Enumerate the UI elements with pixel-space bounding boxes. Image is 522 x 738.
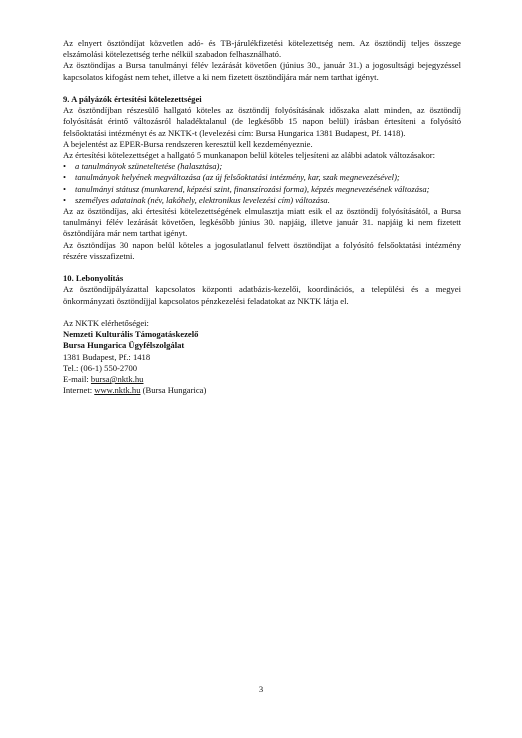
contact-internet-label: Internet: bbox=[63, 385, 95, 396]
notification-list bbox=[63, 161, 461, 206]
section-9-paragraph-5: Az ösztöndíjas 30 napon belül köteles a jogosulatlanul felvett ösztöndíjat a folyósító felsőoktatási intézmény részére visszafizetni. bbox=[63, 239, 461, 261]
contact-service-name: Bursa Hungarica Ügyfélszolgálat bbox=[63, 340, 185, 351]
contact-email-label: E-mail: bbox=[63, 374, 91, 385]
contact-internet-row bbox=[63, 385, 461, 396]
intro-paragraph-2: Az ösztöndíjas a Bursa tanulmányi félév lezárását követően (június 30., január 31.) a jogosultsági bejegyzéssel kapcsolatos kifogást nem tehet, illetve a ki nem fizetett ösztöndíjára már nem tarthat igényt. bbox=[63, 60, 461, 82]
contact-phone: Tel.: (06-1) 550-2700 bbox=[63, 362, 138, 373]
section-9-paragraph-1: Az ösztöndíjban részesülő hallgató köteles az ösztöndíj folyósításának időszaka alatt minden, az ösztöndíj folyósítását érintő változásról haladéktalanul (de legkésőbb 15 napon belül) írásban értesíteni a folyósító felsőoktatási intézményt és az NKTK-t (levelezési cím: Bursa Hungarica 1381 Budapest, Pf. 1418). bbox=[63, 105, 461, 138]
list-item: • személyes adatainak (név, lakóhely, elektronikus levelezési cím) változása. bbox=[63, 194, 330, 205]
list-item: • tanulmányi státusz (munkarend, képzési szint, finanszírozási forma), képzés megnevezésének változása; bbox=[63, 183, 430, 194]
page-body bbox=[63, 38, 461, 396]
bullet-icon: • bbox=[63, 183, 67, 194]
intro-paragraph-1: Az elnyert ösztöndíjat közvetlen adó- és TB-járulékfizetési kötelezettség nem. Az ösztöndíj teljes összege elszámolási kötelezettség terhe nélkül szabadon felhasználható. bbox=[63, 38, 461, 60]
contact-org-name: Nemzeti Kulturális Támogatáskezelő bbox=[63, 329, 199, 340]
bullet-icon: • bbox=[63, 172, 67, 183]
contact-intro: Az NKTK elérhetőségei: bbox=[63, 318, 149, 329]
list-item: • tanulmányok helyének megváltozása (az új felsőoktatási intézmény, kar, szak megnevezésével); bbox=[63, 172, 400, 183]
section-9-paragraph-2: A bejelentést az EPER-Bursa rendszeren keresztül kell kezdeményeznie. bbox=[63, 138, 313, 149]
contact-internet-suffix: (Bursa Hungarica) bbox=[140, 385, 207, 396]
section-10-heading: 10. Lebonyolítás bbox=[63, 273, 124, 284]
page-number: 3 bbox=[258, 684, 264, 694]
contact-block bbox=[63, 318, 461, 396]
list-item: • a tanulmányok szüneteltetése (halasztása); bbox=[63, 161, 223, 172]
website-link[interactable]: www.nktk.hu bbox=[94, 385, 141, 396]
contact-address: 1381 Budapest, Pf.: 1418 bbox=[63, 351, 151, 362]
contact-email-row bbox=[63, 374, 461, 385]
email-link[interactable]: bursa@nktk.hu bbox=[90, 374, 144, 385]
section-9-paragraph-3: Az értesítési kötelezettséget a hallgató 5 munkanapon belül köteles teljesíteni az alábbi adatok változásakor: bbox=[63, 150, 436, 161]
section-10-paragraph-1: Az ösztöndíjpályázattal kapcsolatos központi adatbázis-kezelői, koordinációs, a települési és a megyei önkormányzati ösztöndíjjal kapcsolatos pénzkezelési feladatokat az NKTK látja el. bbox=[63, 284, 461, 306]
bullet-icon: • bbox=[63, 161, 67, 172]
section-9-paragraph-4: Az az ösztöndíjas, aki értesítési kötelezettségének elmulasztja miatt esik el az ösztöndíj folyósításától, a Bursa tanulmányi félév lezárását követően, legkésőbb június 30. napjáig, illetve január 31. napjáig ki nem fizetett ösztöndíjára már nem tarthat igényt. bbox=[63, 206, 461, 239]
section-9-heading: 9. A pályázók értesítési kötelezettségei bbox=[63, 94, 202, 104]
bullet-icon: • bbox=[63, 194, 67, 205]
